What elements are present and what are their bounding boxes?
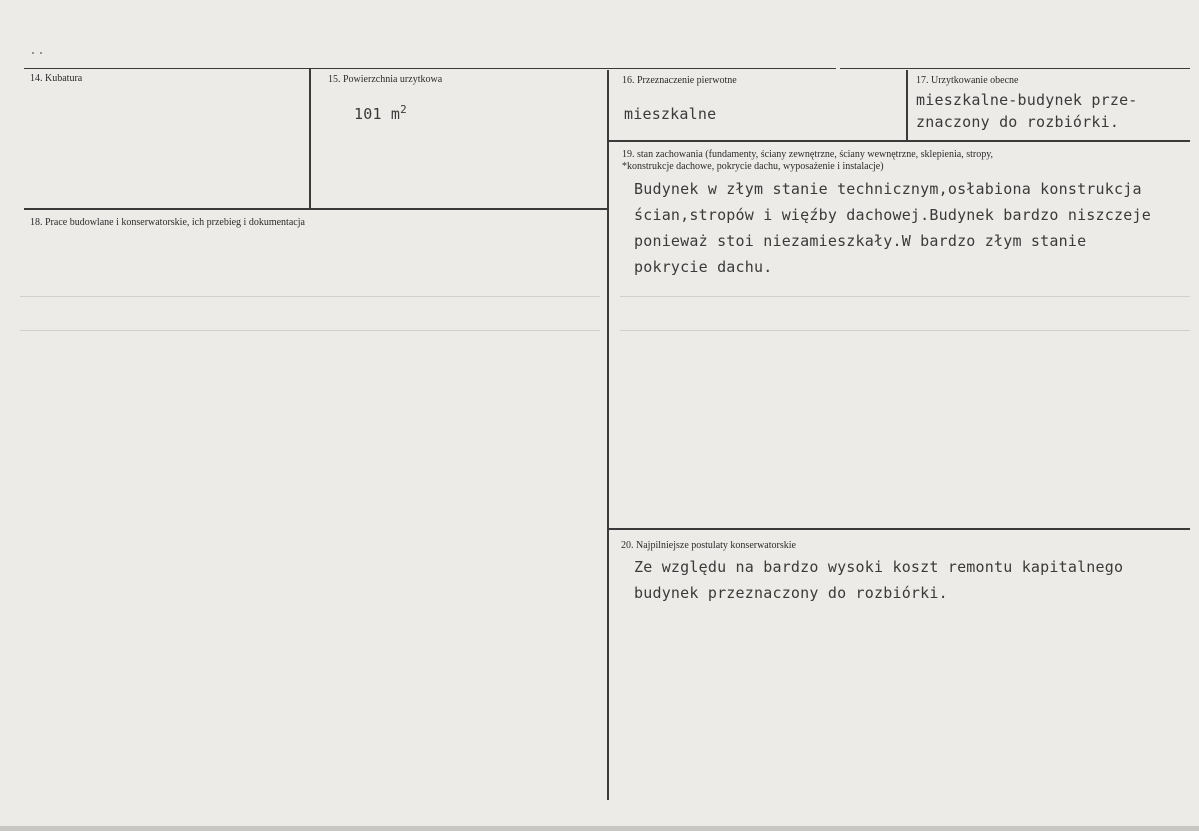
field-17-label: 17. Urzytkowanie obecne [916,75,1019,86]
show-through-line [620,330,1190,331]
field-19-line-3: ponieważ stoi niezamieszkały.W bardzo złym stanie [634,232,1087,250]
field-17-line-1: mieszkalne-budynek prze- [916,91,1138,109]
field-17-line-2: znaczony do rozbiórki. [916,113,1120,131]
field-15-value [354,101,407,127]
show-through-line [20,330,600,331]
field-19-line-4: pokrycie dachu. [634,258,773,276]
show-through-line [620,296,1190,297]
field-15-number: 101 m [354,105,401,123]
field-19-line-2: ścian,stropów i więźby dachowej.Budynek bardzo niszczeje [634,206,1151,224]
top-border-left [24,68,836,69]
field-20-line-1: Ze względu na bardzo wysoki koszt remontu kapitalnego [634,558,1124,576]
divider-row-18 [24,208,609,210]
field-20-label: 20. Najpilniejsze postulaty konserwatorskie [621,540,796,551]
stray-mark [32,52,34,54]
field-15-label: 15. Powierzchnia urzytkowa [328,74,443,85]
page-bottom-edge [0,826,1199,831]
field-19-label-line-1: 19. stan zachowania (fundamenty, ściany zewnętrzne, ściany wewnętrzne, sklepienia, stropy, [622,149,994,160]
divider-16-17 [906,70,908,140]
field-16-value: mieszkalne [624,105,717,123]
divider-main [607,70,609,800]
field-14-label: 14. Kubatura [30,73,83,84]
divider-row-20 [609,528,1190,530]
top-border-right [840,68,1190,69]
field-19-label-line-2: *konstrukcje dachowe, pokrycie dachu, wyposażenie i instalacje) [622,161,884,172]
field-19-line-1: Budynek w złym stanie technicznym,osłabiona konstrukcja [634,180,1142,198]
field-15-superscript: 2 [400,103,407,116]
field-18-label: 18. Prace budowlane i konserwatorskie, ich przebieg i dokumentacja [30,217,305,228]
field-16-label: 16. Przeznaczenie pierwotne [622,75,737,86]
show-through-line [20,296,600,297]
divider-14-15 [309,68,311,209]
divider-row-19 [609,140,1190,142]
field-20-line-2: budynek przeznaczony do rozbiórki. [634,584,948,602]
stray-mark [40,52,42,54]
